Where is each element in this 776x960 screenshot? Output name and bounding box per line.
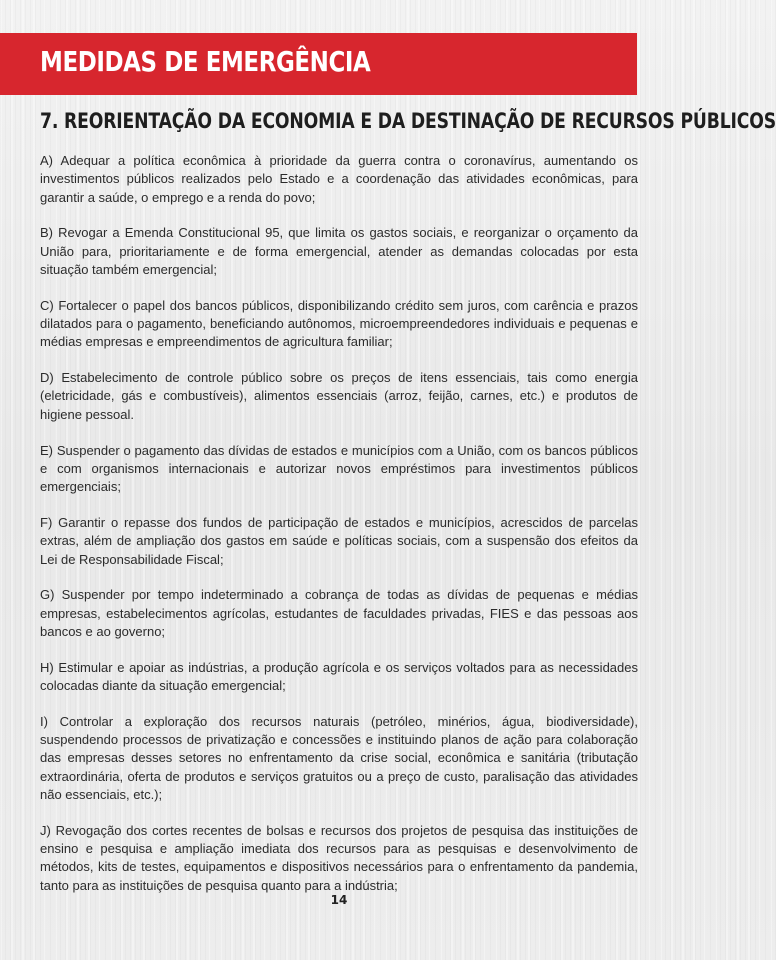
measure-item-j: J) Revogação dos cortes recentes de bolsas e recursos dos projetos de pesquisa das instituições de ensino e pesquisa e ampliação imediata dos recursos para as pesquisas e desenvolvimento de métodos, kits de testes, equipamentos e dispositivos necessários para o enfrentamento da pandemia, tanto para as instituições de pesquisa quanto para a indústria; bbox=[40, 822, 638, 893]
measures-list bbox=[40, 152, 638, 913]
measure-item-i: I) Controlar a exploração dos recursos naturais (petróleo, minérios, água, biodiversidade), suspendendo processos de privatização e concessões e instituindo planos de ação para colaboração das empresas desses setores no enfrentamento da crise social, econômica e sanitária (tributação extraordinária, oferta de produtos e serviços gratuitos ou a preço de custo, paralisação das atividades não essenciais, etc.); bbox=[40, 713, 638, 803]
section-title: 7. REORIENTAÇÃO DA ECONOMIA E DA DESTINAÇÃO DE RECURSOS PÚBLICOS bbox=[40, 109, 776, 133]
measure-item-g: G) Suspender por tempo indeterminado a cobrança de todas as dívidas de pequenas e médias empresas, estabelecimentos agrícolas, estudantes de faculdades privadas, FIES e das pessoas aos bancos e ao governo; bbox=[40, 587, 638, 639]
page-number: 14 bbox=[330, 893, 348, 907]
measure-item-h: H) Estimular e apoiar as indústrias, a produção agrícola e os serviços voltados para as necessidades colocadas diante da situação emergencial; bbox=[40, 659, 638, 694]
measure-item-b: B) Revogar a Emenda Constitucional 95, que limita os gastos sociais, e reorganizar o orçamento da União para, prioritariamente e de forma emergencial, atender as demandas colocadas por esta situação também emergencial; bbox=[40, 225, 638, 277]
page-title: MEDIDAS DE EMERGÊNCIA bbox=[40, 45, 371, 78]
measure-item-c: C) Fortalecer o papel dos bancos públicos, disponibilizando crédito sem juros, com carência e prazos dilatados para o pagamento, beneficiando autônomos, microempreendedores individuais e pequenas e médias empresas e empreendimentos de agricultura familiar; bbox=[40, 297, 638, 350]
measure-item-f: F) Garantir o repasse dos fundos de participação de estados e municípios, acrescidos de parcelas extras, além de ampliação dos gastos em saúde e políticas sociais, com a suspensão dos efeitos da Lei de Responsabilidade Fiscal; bbox=[40, 514, 638, 567]
header-banner bbox=[0, 33, 637, 95]
measure-item-d: D) Estabelecimento de controle público sobre os preços de itens essenciais, tais como energia (eletricidade, gás e combustíveis), alimentos essenciais (arroz, feijão, carnes, etc.) e produtos de higiene pessoal. bbox=[40, 370, 638, 422]
measure-item-e: E) Suspender o pagamento das dívidas de estados e municípios com a União, com os bancos públicos e com organismos internacionais e autorizar novos empréstimos para investimentos públicos emergenciais; bbox=[40, 442, 638, 495]
measure-item-a: A) Adequar a política econômica à prioridade da guerra contra o coronavírus, aumentando os investimentos públicos realizados pelo Estado e a coordenação das atividades econômicas, para garantir a saúde, o emprego e a renda do povo; bbox=[40, 153, 638, 205]
